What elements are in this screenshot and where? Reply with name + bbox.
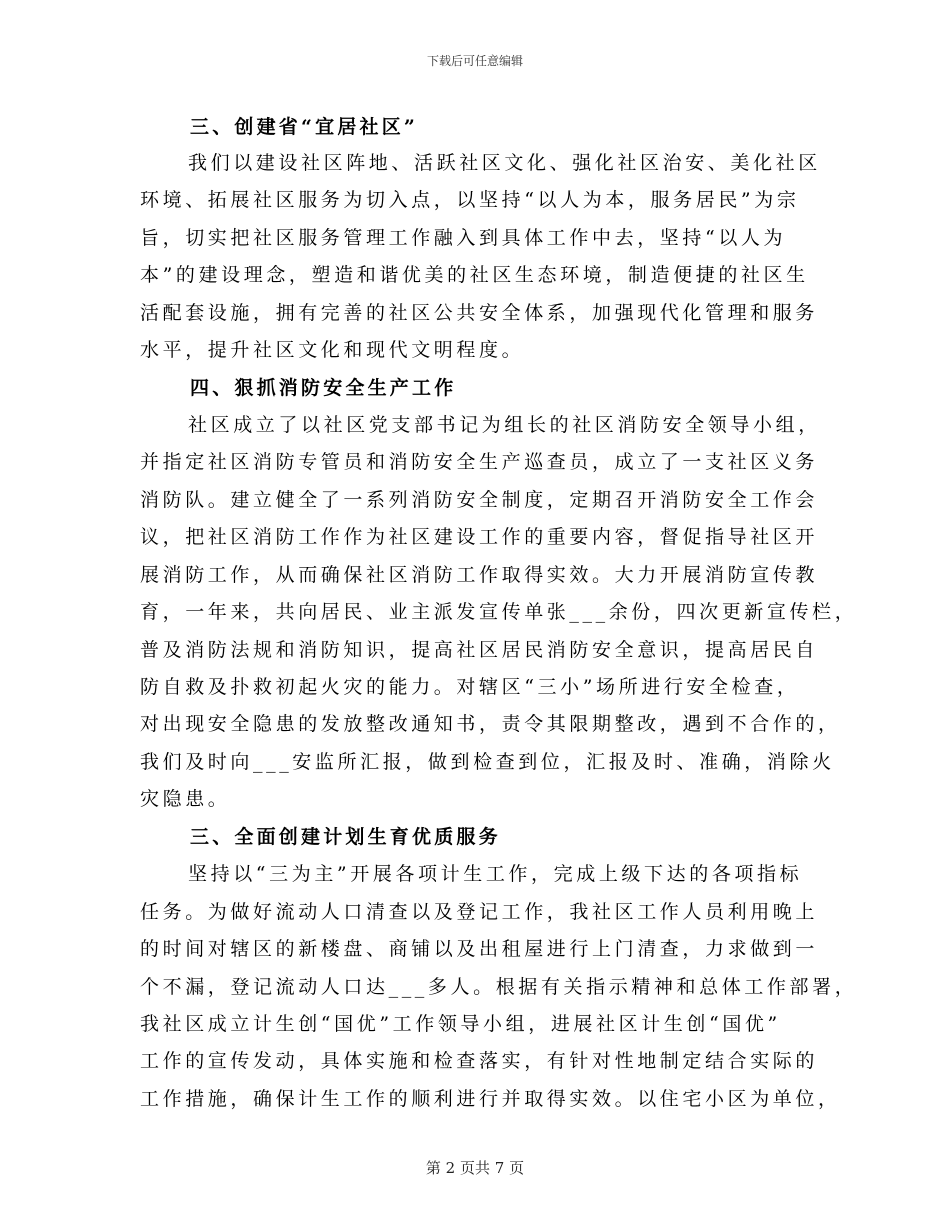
section-heading: 四、狠抓消防安全生产工作	[190, 377, 457, 399]
section-heading: 三、创建省“宜居社区”	[190, 116, 419, 138]
paragraph-line: 育，一年来，共向居民、业主派发宣传单张___余份，四次更新宣传栏，	[140, 601, 858, 623]
paragraph-line: 工作措施，确保计生工作的顺利进行并取得实效。以住宅小区为单位，	[140, 1088, 841, 1110]
paragraph-line: 工作的宣传发动，具体实施和检查落实，有针对性地制定结合实际的	[140, 1050, 819, 1072]
paragraph-line: 议，把社区消防工作作为社区建设工作的重要内容，督促指导社区开	[140, 526, 819, 548]
paragraph-line: 展消防工作，从而确保社区消防工作取得实效。大力开展消防宣传教	[140, 564, 819, 586]
paragraph-line: 消防队。建立健全了一系列消防安全制度，定期召开消防安全工作会	[140, 489, 819, 511]
paragraph-line: 的时间对辖区的新楼盘、商铺以及出租屋进行上门清查，力求做到一	[140, 938, 819, 960]
paragraph-line: 旨，切实把社区服务管理工作融入到具体工作中去，坚持“以人为	[140, 227, 787, 249]
paragraph-line: 灾隐患。	[140, 788, 231, 810]
paragraph-line: 对出现安全隐患的发放整改通知书，责令其限期整改，遇到不合作的，	[140, 713, 841, 735]
paragraph-line: 环境、拓展社区服务为切入点，以坚持“以人为本，服务居民”为宗	[140, 189, 800, 211]
paragraph-line: 防自救及扑救初起火灾的能力。对辖区“三小”场所进行安全检查，	[140, 676, 800, 698]
page-header: 下载后可任意编辑	[426, 54, 523, 68]
paragraph-line: 活配套设施，拥有完善的社区公共安全体系，加强现代化管理和服务	[140, 302, 819, 324]
section-heading: 三、全面创建计划生育优质服务	[190, 826, 501, 848]
paragraph-line: 社区成立了以社区党支部书记为组长的社区消防安全领导小组，	[188, 414, 821, 436]
paragraph-line: 任务。为做好流动人口清查以及登记工作，我社区工作人员利用晚上	[140, 901, 819, 923]
paragraph-line: 本”的建设理念，塑造和谐优美的社区生态环境，制造便捷的社区生	[140, 264, 809, 286]
paragraph-line: 个不漏，登记流动人口达___多人。根据有关指示精神和总体工作部署，	[140, 976, 858, 998]
paragraph-line: 我社区成立计生创“国优”工作领导小组，进展社区计生创“国优”	[140, 1013, 781, 1035]
paragraph-line: 坚持以“三为主”开展各项计生工作，完成上级下达的各项指标	[188, 863, 803, 885]
page-footer: 第 2 页共 7 页	[425, 1159, 525, 1177]
paragraph-line: 我们以建设社区阵地、活跃社区文化、强化社区治安、美化社区	[188, 152, 821, 174]
paragraph-line: 并指定社区消防专管员和消防安全生产巡查员，成立了一支社区义务	[140, 451, 819, 473]
paragraph-line: 水平，提升社区文化和现代文明程度。	[140, 339, 525, 361]
paragraph-line: 普及消防法规和消防知识，提高社区居民消防安全意识，提高居民自	[140, 639, 819, 661]
paragraph-line: 我们及时向___安监所汇报，做到检查到位，汇报及时、准确，消除火	[140, 751, 835, 773]
